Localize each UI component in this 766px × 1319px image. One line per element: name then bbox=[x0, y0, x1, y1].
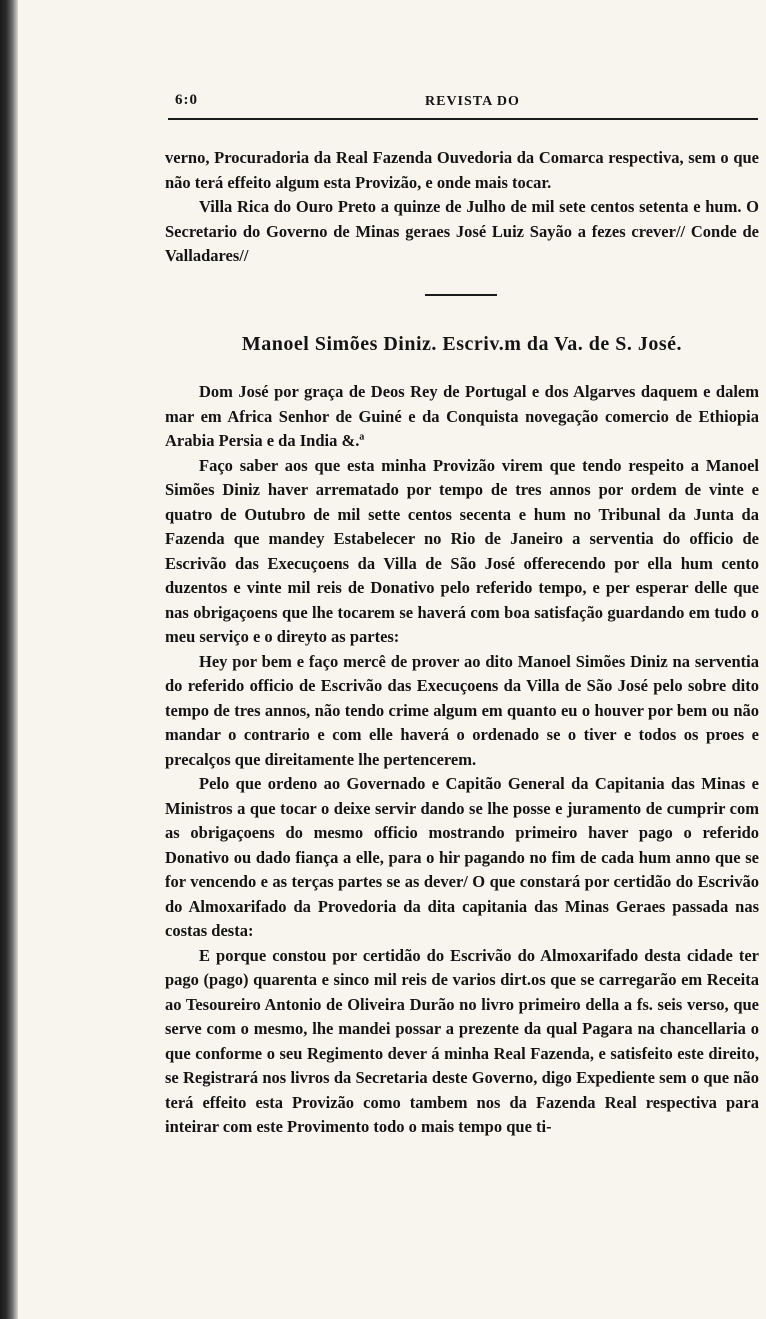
document-paragraph: Pelo que ordeno ao Governado e Capitão General da Capitania das Minas e Ministros a que tocar o deixe servir dando se lhe posse e juramento de cumprir com as obrigaçoens do mesmo officio mostrando primeiro haver pago o referido Donativo ou dado fiança a elle, para o hir pagando no fim de cada hum anno que se for vencendo e as terças partes se as dever/ O que constará por certidão do Escrivão do Almoxarifado da Provedoria da dita capitania das Minas Geraes passada nas costas desta: bbox=[165, 774, 759, 940]
page-number: 6:0 bbox=[175, 92, 198, 108]
closing-paragraph: Villa Rica do Ouro Preto a quinze de Julho de mil sete centos setenta e hum. O Secretario do Governo de Minas geraes José Luiz Sayão a fezes crever// Conde de Valladares// bbox=[165, 197, 759, 265]
document-heading: Manoel Simões Diniz. Escriv.m da Va. de S. José. bbox=[241, 333, 683, 355]
journal-title: REVISTA DO bbox=[425, 94, 520, 109]
section-separator bbox=[425, 294, 497, 296]
continuation-text bbox=[165, 146, 759, 269]
continuation-paragraph: verno, Procuradoria da Real Fazenda Ouvedoria da Comarca respectiva, sem o que não terá effeito algum esta Provizão, e onde mais tocar. bbox=[165, 148, 759, 192]
running-head bbox=[165, 92, 759, 114]
document-paragraph: Hey por bem e faço mercê de prover ao dito Manoel Simões Diniz na serventia do referido officio de Escrivão das Execuçoens da Villa de São José pelo sobre dito tempo de tres annos, não tendo crime algum em quanto eu o houver por bem ou não mandar o contrario e com elle haverá o ordenado se o tiver e todos os proes e precalços que direitamente lhe pertencerem. bbox=[165, 651, 759, 769]
document-paragraph: Dom José por graça de Deos Rey de Portugal e dos Algarves daquem e dalem mar em Africa Senhor de Guiné e da Conquista novegação comercio de Ethiopia Arabia Persia e da India &.ª bbox=[165, 382, 759, 450]
document-body bbox=[165, 380, 759, 1140]
document-paragraph: Faço saber aos que esta minha Provizão virem que tendo respeito a Manoel Simões Diniz haver arrematado por tempo de tres annos por ordem de vinte e quatro de Outubro de mil sette centos secenta e hum no Tribunal da Junta da Fazenda que mandey Estabelecer no Rio de Janeiro a serventia do officio de Escrivão das Execuçoens da Villa de São José offerecendo por ella hum cento duzentos e vinte mil reis de Donativo pelo referido tempo, e per esperar delle que nas obrigaçoens que lhe tocarem se haverá com boa satisfação guardando em tudo o meu serviço e o direyto as partes: bbox=[165, 455, 759, 646]
document-paragraph: E porque constou por certidão do Escrivão do Almoxarifado desta cidade ter pago (pago) quarenta e sinco mil reis de varios dirt.os que se carregarão em Receita ao Tesoureiro Antonio de Oliveira Durão no livro primeiro della a fs. seis verso, que serve com o mesmo, lhe mandei possar a prezente da qual Pagara na chancellaria o que conforme o seu Regimento dever á minha Real Fazenda, e satisfeito este direito, se Registrará nos livros da Secretaria deste Governo, digo Expediente sem o que não terá effeito esta Provizão como tambem nos da Fazenda Real respectiva para inteirar com este Provimento todo o mais tempo que ti- bbox=[165, 945, 759, 1136]
page-binding-shadow bbox=[0, 0, 18, 1319]
header-rule bbox=[168, 118, 758, 120]
